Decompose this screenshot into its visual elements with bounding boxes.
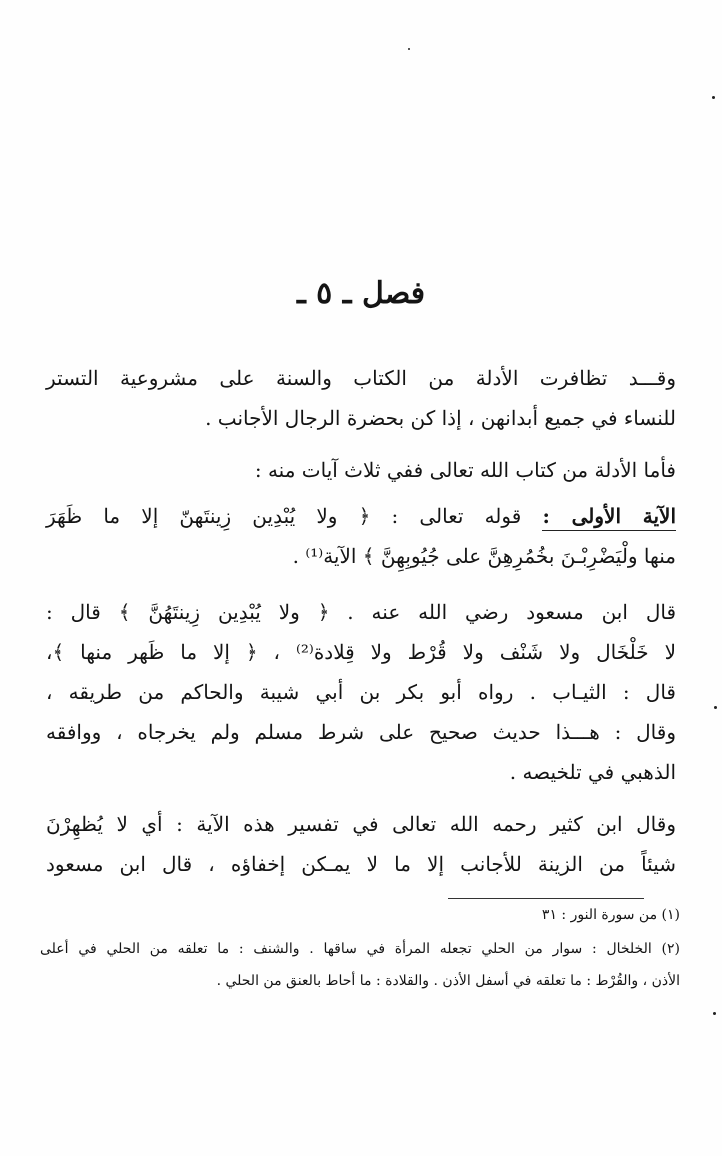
verse-1-line-1: [46, 502, 676, 530]
footnote-2-line-1: (٢) الخلخال : سوار من الحلي تجعله المرأة في ساقها . والشنف : ما تعلقه من الحلي في أعلى: [40, 941, 680, 957]
scan-speck: [713, 1012, 716, 1015]
verse-1-label: الآية الأولى :: [542, 504, 676, 531]
paragraph-3-line-5: الذهبي في تلخيصه .: [509, 760, 676, 784]
paragraph-4-line-2: شيئاً من الزينة للأجانب إلا ما لا يمـكن إخفاؤه ، قال ابن مسعود: [46, 852, 676, 876]
paragraph-3-line-4: وقال : هـــذا حديث صحيح على شرط مسلم ولم يخرجاه ، ووافقه: [46, 720, 676, 744]
paragraph-3-line-2: لا خَلْخَال ولا شَنْف ولا قُرْط ولا قِلادة⁽²⁾ ، ﴿ إلا ما ظَهر منها ﴾،: [46, 640, 677, 664]
scan-speck: [714, 706, 717, 709]
section-heading: فصل ـ ٥ ـ: [296, 276, 426, 311]
paragraph-3-line-3: قال : الثيـاب . رواه أبو بكر بن أبي شيبة والحاكم من طريقه ،: [46, 680, 676, 704]
footnote-2-line-2: الأذن ، والقُرْط : ما تعلقه في أسفل الأذن . والقلادة : ما أحاط بالعنق من الحلي .: [216, 973, 680, 989]
scan-speck: [712, 96, 715, 99]
paragraph-3-line-1: قال ابن مسعود رضي الله عنه . ﴿ ولا يُبْدِين زِينتَهُنَّ ﴾ قال :: [46, 600, 676, 624]
paragraph-1-line-2: للنساء في جميع أبدانهن ، إذا كن بحضرة الرجال الأجانب .: [205, 406, 676, 430]
paragraph-4-line-1: وقال ابن كثير رحمه الله تعالى في تفسير هذه الآية : أي لا يُظهِرْنَ: [46, 812, 676, 836]
footnote-separator: [448, 898, 644, 899]
footnote-1: (١) من سورة النور : ٣١: [541, 907, 680, 923]
paragraph-1-line-1: وقـــد تظافرت الأدلة من الكتاب والسنة على مشروعية التستر: [46, 366, 676, 390]
verse-1-line-2: منها ولْيَضْرِبْـنَ بخُمُرِهِنَّ على جُيُوبِهِنَّ ﴾ الآية⁽¹⁾ .: [292, 544, 676, 568]
paragraph-2-line: فأما الأدلة من كتاب الله تعالى ففي ثلاث آيات منه :: [254, 458, 676, 482]
scan-speck: [408, 48, 410, 50]
verse-1-text: قوله تعالى : ﴿ ولا يُبْدِين زِينتَهنّ إلا ما ظَهَرَ: [46, 504, 522, 528]
